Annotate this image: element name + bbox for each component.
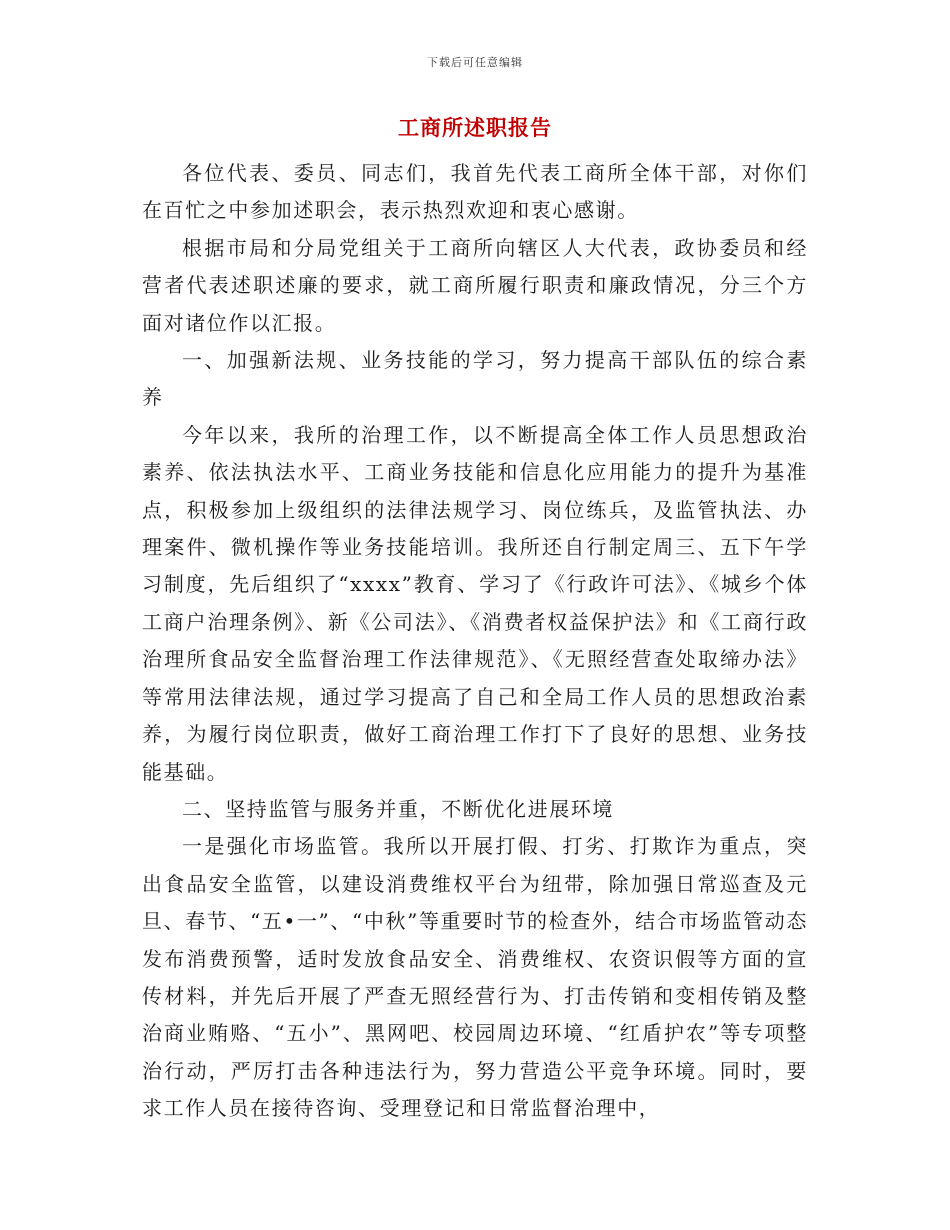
paragraph-intro: 根据市局和分局党组关于工商所向辖区人大代表，政协委员和经营者代表述职述廉的要求，就工商所履行职责和廉政情况，分三个方面对诸位作以汇报。 bbox=[142, 235, 808, 335]
paragraph-greeting: 各位代表、委员、同志们，我首先代表工商所全体干部，对你们在百忙之中参加述职会，表示热烈欢迎和衷心感谢。 bbox=[142, 161, 808, 223]
document-body bbox=[142, 155, 808, 1128]
page-header-note: 下载后可任意编辑 bbox=[427, 56, 523, 69]
document-title: 工商所述职报告 bbox=[398, 115, 552, 140]
section-heading-2: 二、坚持监管与服务并重，不断优化进展环境 bbox=[182, 796, 614, 821]
paragraph-study: 今年以来，我所的治理工作，以不断提高全体工作人员思想政治素养、依法执法水平、工商业务技能和信息化应用能力的提升为基准点，积极参加上级组织的法律法规学习、岗位练兵，及监管执法、办理案件、微机操作等业务技能培训。我所还自行制定周三、五下午学习制度，先后组织了“xxxx”教育、学习了《行政许可法》、《城乡个体工商户治理条例》、新《公司法》、《消费者权益保护法》和《工商行政治理所食品安全监督治理工作法律规范》、《无照经营查处取缔办法》等常用法律法规，通过学习提高了自己和全局工作人员的思想政治素养，为履行岗位职责，做好工商治理工作打下了良好的思想、业务技能基础。 bbox=[142, 422, 808, 784]
paragraph-supervision: 一是强化市场监管。我所以开展打假、打劣、打欺诈为重点，突出食品安全监管，以建设消费维权平台为纽带，除加强日常巡查及元旦、春节、“五•一”、“中秋”等重要时节的检查外，结合市场监管动态发布消费预警，适时发放食品安全、消费维权、农资识假等方面的宣传材料，并先后开展了严查无照经营行为、打击传销和变相传销及整治商业贿赂、“五小”、黑网吧、校园周边环境、“红盾护农”等专项整治行动，严厉打击各种违法行为，努力营造公平竞争环境。同时，要求工作人员在接待咨询、受理登记和日常监督治理中， bbox=[142, 834, 808, 1121]
section-heading-1: 一、加强新法规、业务技能的学习，努力提高干部队伍的综合素养 bbox=[142, 348, 808, 410]
